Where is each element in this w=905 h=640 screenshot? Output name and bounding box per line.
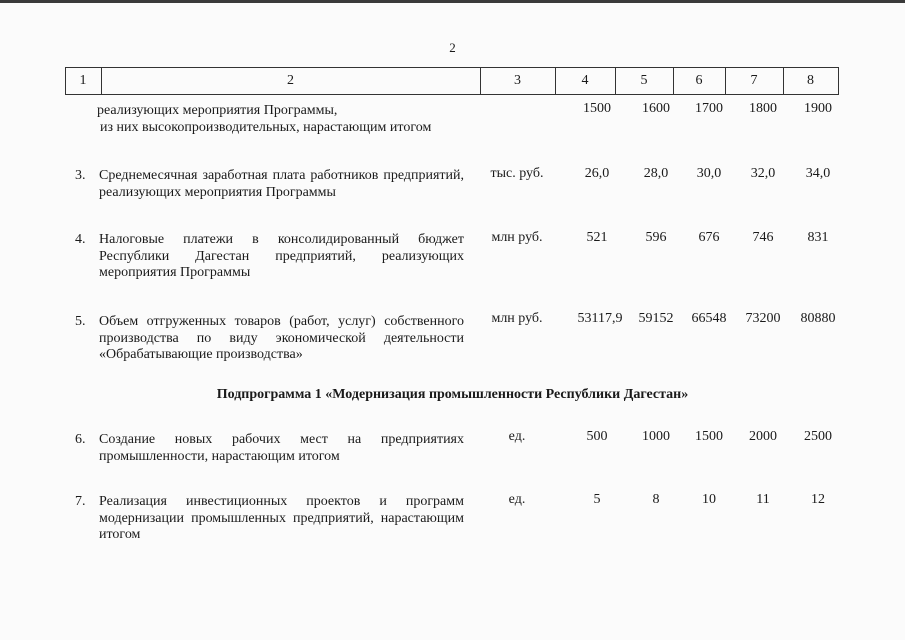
indicator-description	[97, 103, 477, 136]
header-cell-8: 8	[807, 73, 814, 88]
indicator-description: Объем отгруженных товаров (работ, услуг) собственного производства по виду экономической деятельности «Обрабатывающие производства»	[99, 314, 464, 362]
header-cell-3: 3	[514, 73, 521, 88]
value-year-5: 831	[807, 230, 829, 245]
value-year-4: 32,0	[750, 166, 776, 181]
value-year-2: 1600	[642, 101, 670, 116]
value-year-3: 10	[702, 492, 716, 507]
value-year-1: 5	[593, 492, 601, 507]
header-cell-7: 7	[750, 73, 758, 88]
value-year-3: 30,0	[696, 166, 722, 181]
unit-of-measure: млн руб.	[491, 230, 543, 245]
header-divider	[838, 67, 839, 95]
value-year-2: 8	[652, 492, 660, 507]
value-year-5: 12	[811, 492, 825, 507]
value-year-2: 596	[645, 230, 667, 245]
row-number: 6.	[75, 432, 86, 447]
row-number: 7.	[75, 494, 86, 509]
value-year-1: 521	[586, 230, 608, 245]
value-year-3: 1500	[695, 429, 723, 444]
value-year-1: 26,0	[584, 166, 610, 181]
value-year-3: 676	[698, 230, 720, 245]
unit-of-measure: ед.	[508, 492, 526, 507]
value-year-5: 34,0	[805, 166, 831, 181]
header-cell-6: 6	[695, 73, 703, 88]
value-year-4: 2000	[749, 429, 777, 444]
value-year-1: 53117,9	[577, 311, 623, 326]
subprogram-heading: Подпрограмма 1 «Модернизация промышленности Республики Дагестан»	[216, 387, 689, 402]
unit-of-measure: тыс. руб.	[490, 166, 544, 181]
unit-of-measure: ед.	[508, 429, 526, 444]
value-year-1: 1500	[583, 101, 611, 116]
page-number: 2	[449, 40, 456, 55]
value-year-5: 2500	[804, 429, 832, 444]
indicator-description: Налоговые платежи в консолидированный бюджет Республики Дагестан предприятий, реализующих мероприятия Программы	[99, 232, 464, 280]
value-year-4: 11	[756, 492, 770, 507]
value-year-4: 1800	[749, 101, 777, 116]
header-cell-1: 1	[79, 73, 87, 88]
value-year-2: 1000	[642, 429, 670, 444]
scan-edge	[0, 0, 905, 3]
value-year-1: 500	[586, 429, 608, 444]
value-year-4: 73200	[745, 311, 781, 326]
row-number: 4.	[75, 232, 86, 247]
header-cell-2: 2	[287, 73, 294, 88]
table-header-row	[65, 67, 839, 95]
row-number: 3.	[75, 168, 86, 183]
indicator-description: Создание новых рабочих мест на предприятиях промышленности, нарастающим итогом	[99, 432, 464, 464]
value-year-3: 1700	[695, 101, 723, 116]
indicator-description: Среднемесячная заработная плата работников предприятий, реализующих мероприятия Программы	[99, 168, 464, 200]
indicator-description: Реализация инвестиционных проектов и программ модернизации промышленных предприятий, нарастающим итогом	[99, 494, 464, 542]
unit-of-measure: млн руб.	[491, 311, 543, 326]
value-year-5: 80880	[800, 311, 836, 326]
value-year-2: 59152	[638, 311, 674, 326]
row-number: 5.	[75, 314, 86, 329]
description-line: реализующих мероприятия Программы,	[97, 103, 338, 118]
header-cell-5: 5	[640, 73, 648, 88]
header-cell-4: 4	[581, 73, 589, 88]
value-year-3: 66548	[691, 311, 727, 326]
value-year-4: 746	[752, 230, 774, 245]
value-year-2: 28,0	[643, 166, 669, 181]
description-line: из них высокопроизводительных, нарастающим итогом	[100, 119, 432, 135]
value-year-5: 1900	[804, 101, 832, 116]
